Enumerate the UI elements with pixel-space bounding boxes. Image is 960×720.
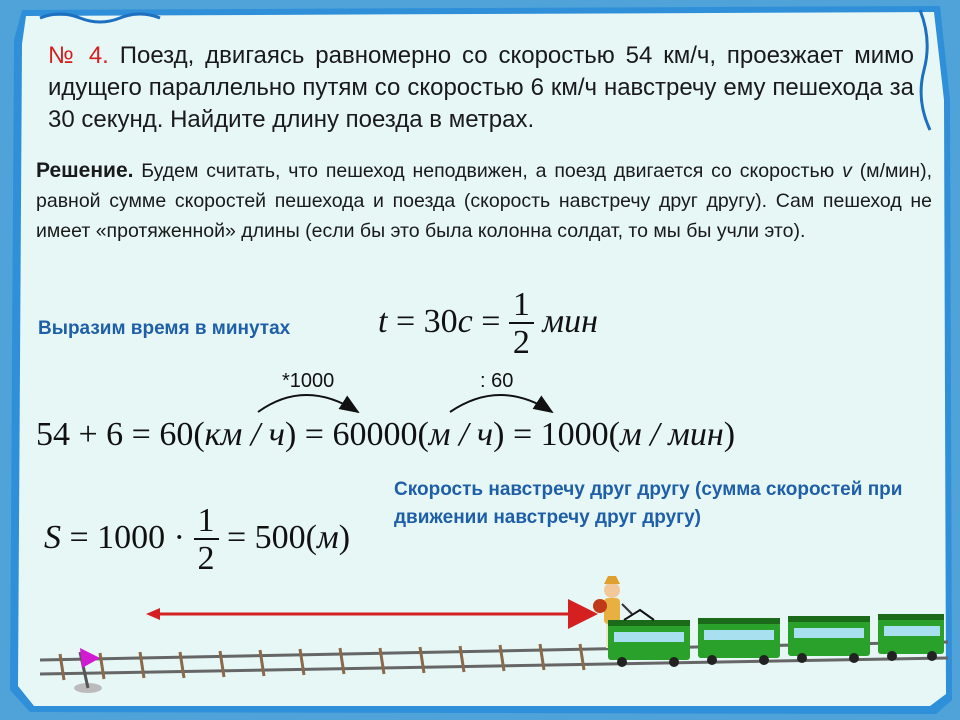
train-icon [608,610,944,667]
conversion-unit1: км / ч [204,416,285,453]
train-length-arrow-left-head [146,608,160,620]
time-eq2: = [472,302,509,340]
conversion-unit2: м / ч [428,416,494,453]
time-label: Выразим время в минутах [38,318,291,339]
time-fraction-numerator: 1 [509,288,534,324]
conversion-part3: ) = 1000( [493,416,620,453]
solution-text-1: Будем считать, что пешеход неподвижен, а поезд двигается со скоростью [141,160,835,182]
conversion-part1: 54 + 6 = 60( [36,416,205,453]
speed-note: Скорость навстречу друг другу (сумма скоростей при движении навстречу друг другу) [394,479,903,528]
solution-label: Решение. [36,159,134,182]
distance-unit: м [317,518,339,556]
time-var-t: t [378,302,388,340]
time-unit-min: мин [542,302,598,340]
conversion-unit3: м / мин [619,416,724,453]
conversion-part4: ) [723,416,736,453]
conversion-part2: ) = 60000( [284,416,429,453]
distance-eq2: = 500( [218,518,317,556]
time-fraction-denominator: 2 [512,324,530,361]
problem-text: Поезд, двигаясь равномерно со скоростью 54 км/ч, проезжает мимо идущего параллельно путям со скоростью 6 км/ч навстречу ему пешехода за 30 секунд. Найдите длину поезда в метрах. [48,42,914,133]
flag-icon [74,648,102,693]
divide-label: : 60 [480,370,514,392]
time-unit-s: с [457,302,473,340]
distance-fraction-numerator: 1 [194,504,219,540]
distance-close: ) [338,518,351,556]
distance-var-s: S [44,518,61,556]
time-eq1: = 30 [387,302,458,340]
distance-fraction-denominator: 2 [197,540,215,577]
solution-text-2: (м/мин), равной сумме скоростей пешехода и поезда (скорость навстречу друг другу). Сам пешеход не имеет «протяженной» длины (если бы это была колонна солдат, то мы бы учли это). [36,160,932,242]
problem-number: № 4. [48,42,109,69]
distance-eq1: = 1000 · [61,518,194,556]
multiply-label: *1000 [282,370,335,392]
solution-var-v: v [842,160,852,182]
